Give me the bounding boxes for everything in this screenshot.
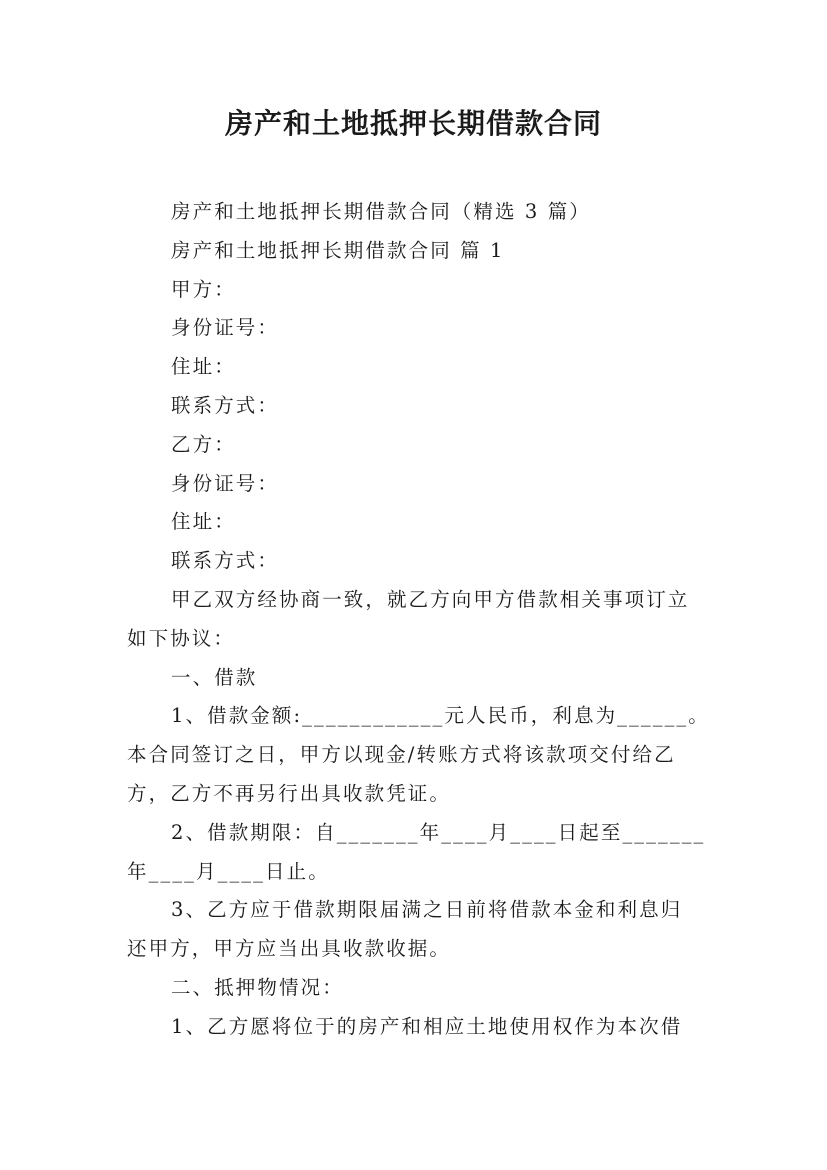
- text-line: 本合同签订之日，甲方以现金/转账方式将该款项交付给乙: [127, 743, 676, 767]
- text-line: 1、借款金额:____________元人民币，利息为______。: [171, 704, 710, 728]
- text-line: 住址：: [171, 510, 236, 534]
- text-line: 3、乙方应于借款期限届满之日前将借款本金和利息归: [171, 898, 683, 922]
- text-line: 房产和土地抵押长期借款合同 篇 1: [171, 238, 505, 262]
- text-line: 如下协议：: [127, 626, 236, 650]
- text-line: 住址：: [171, 355, 236, 379]
- text-line: 身份证号：: [171, 471, 280, 495]
- text-line: 联系方式：: [171, 393, 280, 417]
- text-line: 方，乙方不再另行出具收款凭证。: [127, 781, 452, 805]
- text-line: 年____月____日止。: [127, 859, 330, 883]
- text-line: 甲乙双方经协商一致，就乙方向甲方借款相关事项订立: [171, 587, 690, 611]
- text-line: 二、抵押物情况：: [171, 975, 344, 999]
- text-line: 乙方：: [171, 432, 236, 456]
- text-line: 联系方式：: [171, 549, 280, 573]
- text-line: 2、借款期限：自_______年____月____日起至_______: [171, 820, 706, 844]
- text-line: 一、借款: [171, 665, 258, 689]
- document-title: 房产和土地抵押长期借款合同: [224, 107, 602, 140]
- text-line: 甲方：: [171, 277, 236, 301]
- text-line: 1、乙方愿将位于的房产和相应土地使用权作为本次借: [171, 1014, 683, 1038]
- document-body: [127, 193, 710, 1047]
- text-line: 房产和土地抵押长期借款合同（精选 3 篇）: [171, 200, 591, 223]
- text-line: 还甲方，甲方应当出具收款收据。: [127, 937, 452, 961]
- text-line: 身份证号：: [171, 316, 280, 340]
